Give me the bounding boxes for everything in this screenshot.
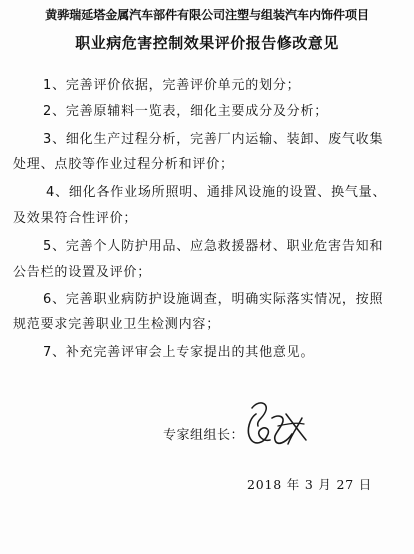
item-2-line-1: 2、完善原辅料一览表，细化主要成分及分析；	[43, 104, 329, 119]
date-text: 2018 年 3 月 27 日	[247, 477, 373, 492]
item-7-line-1: 7、补充完善评审会上专家提出的其他意见。	[43, 345, 315, 360]
item-6-line-2: 规范要求完善职业卫生检测内容；	[13, 317, 221, 332]
item-4-line-2: 及效果符合性评价；	[13, 211, 138, 226]
handwritten-signature	[242, 396, 312, 452]
signature-label: 专家组组长：	[163, 428, 245, 443]
item-5-line-1: 5、完善个人防护用品、应急救援器材、职业危害告知和	[43, 239, 384, 254]
item-3-line-1: 3、细化生产过程分析，完善厂内运输、装卸、废气收集	[43, 132, 384, 147]
item-5-line-2: 公告栏的设置及评价；	[13, 265, 152, 280]
item-3-line-2: 处理、点胶等作业过程分析和评价；	[13, 157, 234, 172]
project-title: 黄骅瑞延塔金属汽车部件有限公司注塑与组装汽车内饰件项目	[45, 8, 369, 22]
item-6-line-1: 6、完善职业病防护设施调查，明确实际落实情况，按照	[43, 292, 384, 307]
item-1-line-1: 1、完善评价依据，完善评价单元的划分；	[43, 78, 301, 93]
item-4-line-1: 4、细化各作业场所照明、通排风设施的设置、换气量、	[46, 185, 387, 200]
document-title: 职业病危害控制效果评价报告修改意见	[75, 34, 339, 52]
